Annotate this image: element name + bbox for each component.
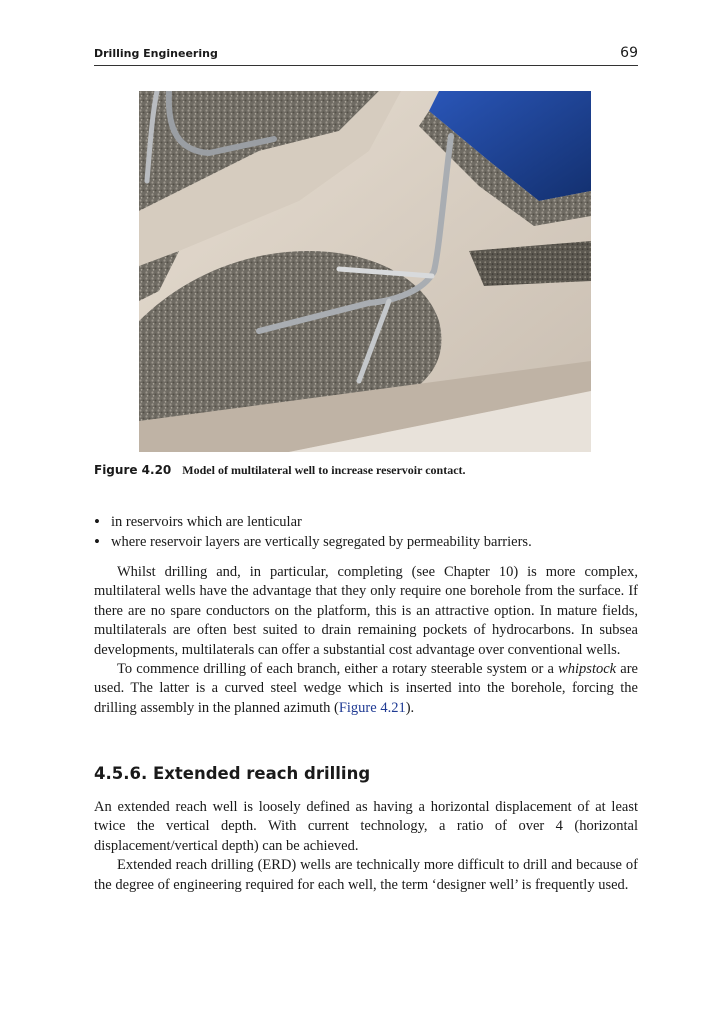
paragraph-multilateral: Whilst drilling and, in particular, completing (see Chapter 10) is more complex, multilateral wells have the advantage that they only require one borehole from the surface. If there are no spare conductors on the platform, this is an attractive option. In mature fields, multilaterals are often best suited to drain remaining pockets of hydrocarbons. In subsea developments, multilaterals can offer a substantial cost advantage over conventional wells. [94,564,638,658]
figure-photo [139,91,591,452]
multilateral-well-model-illustration [139,91,591,452]
figure-caption-text: Model of multilateral well to increase reservoir contact. [182,463,466,477]
paragraph-erd-designer: Extended reach drilling (ERD) wells are technically more difficult to drill and because of the degree of engineering required for each well, the term ‘designer well’ is frequently used. [94,857,638,893]
paragraph-erd-definition: An extended reach well is loosely defined as having a horizontal displacement of at least twice the vertical depth. With current technology, a ratio of over 4 (horizontal displacement/vertical depth) can be achieved. [94,799,638,854]
term-whipstock: whipstock [558,661,617,678]
paragraph-text: are used. The latter is a curved steel wedge which is inserted into the borehole, forcing the drilling assembly in the planned azimuth ( [94,661,638,716]
figure-reference-link[interactable]: Figure 4.21 [338,699,406,716]
figure-label: Figure 4.20 [94,463,172,477]
bullet-item: • in reservoirs which are lenticular [94,512,638,532]
paragraph-whipstock [94,660,638,718]
running-title: Drilling Engineering [94,47,218,60]
figure-caption [94,463,638,478]
section-heading: 4.5.6. Extended reach drilling [94,764,371,783]
paragraph-text: ). [405,699,415,716]
bullet-item: • where reservoir layers are vertically segregated by permeability barriers. [94,532,638,552]
paragraph-text: To commence drilling of each branch, either a rotary steerable system or a [117,661,559,678]
bullet-list [94,512,638,552]
running-header [94,45,638,66]
body-text-block [94,563,638,718]
page-number: 69 [620,45,638,61]
body-text-block [94,798,638,895]
